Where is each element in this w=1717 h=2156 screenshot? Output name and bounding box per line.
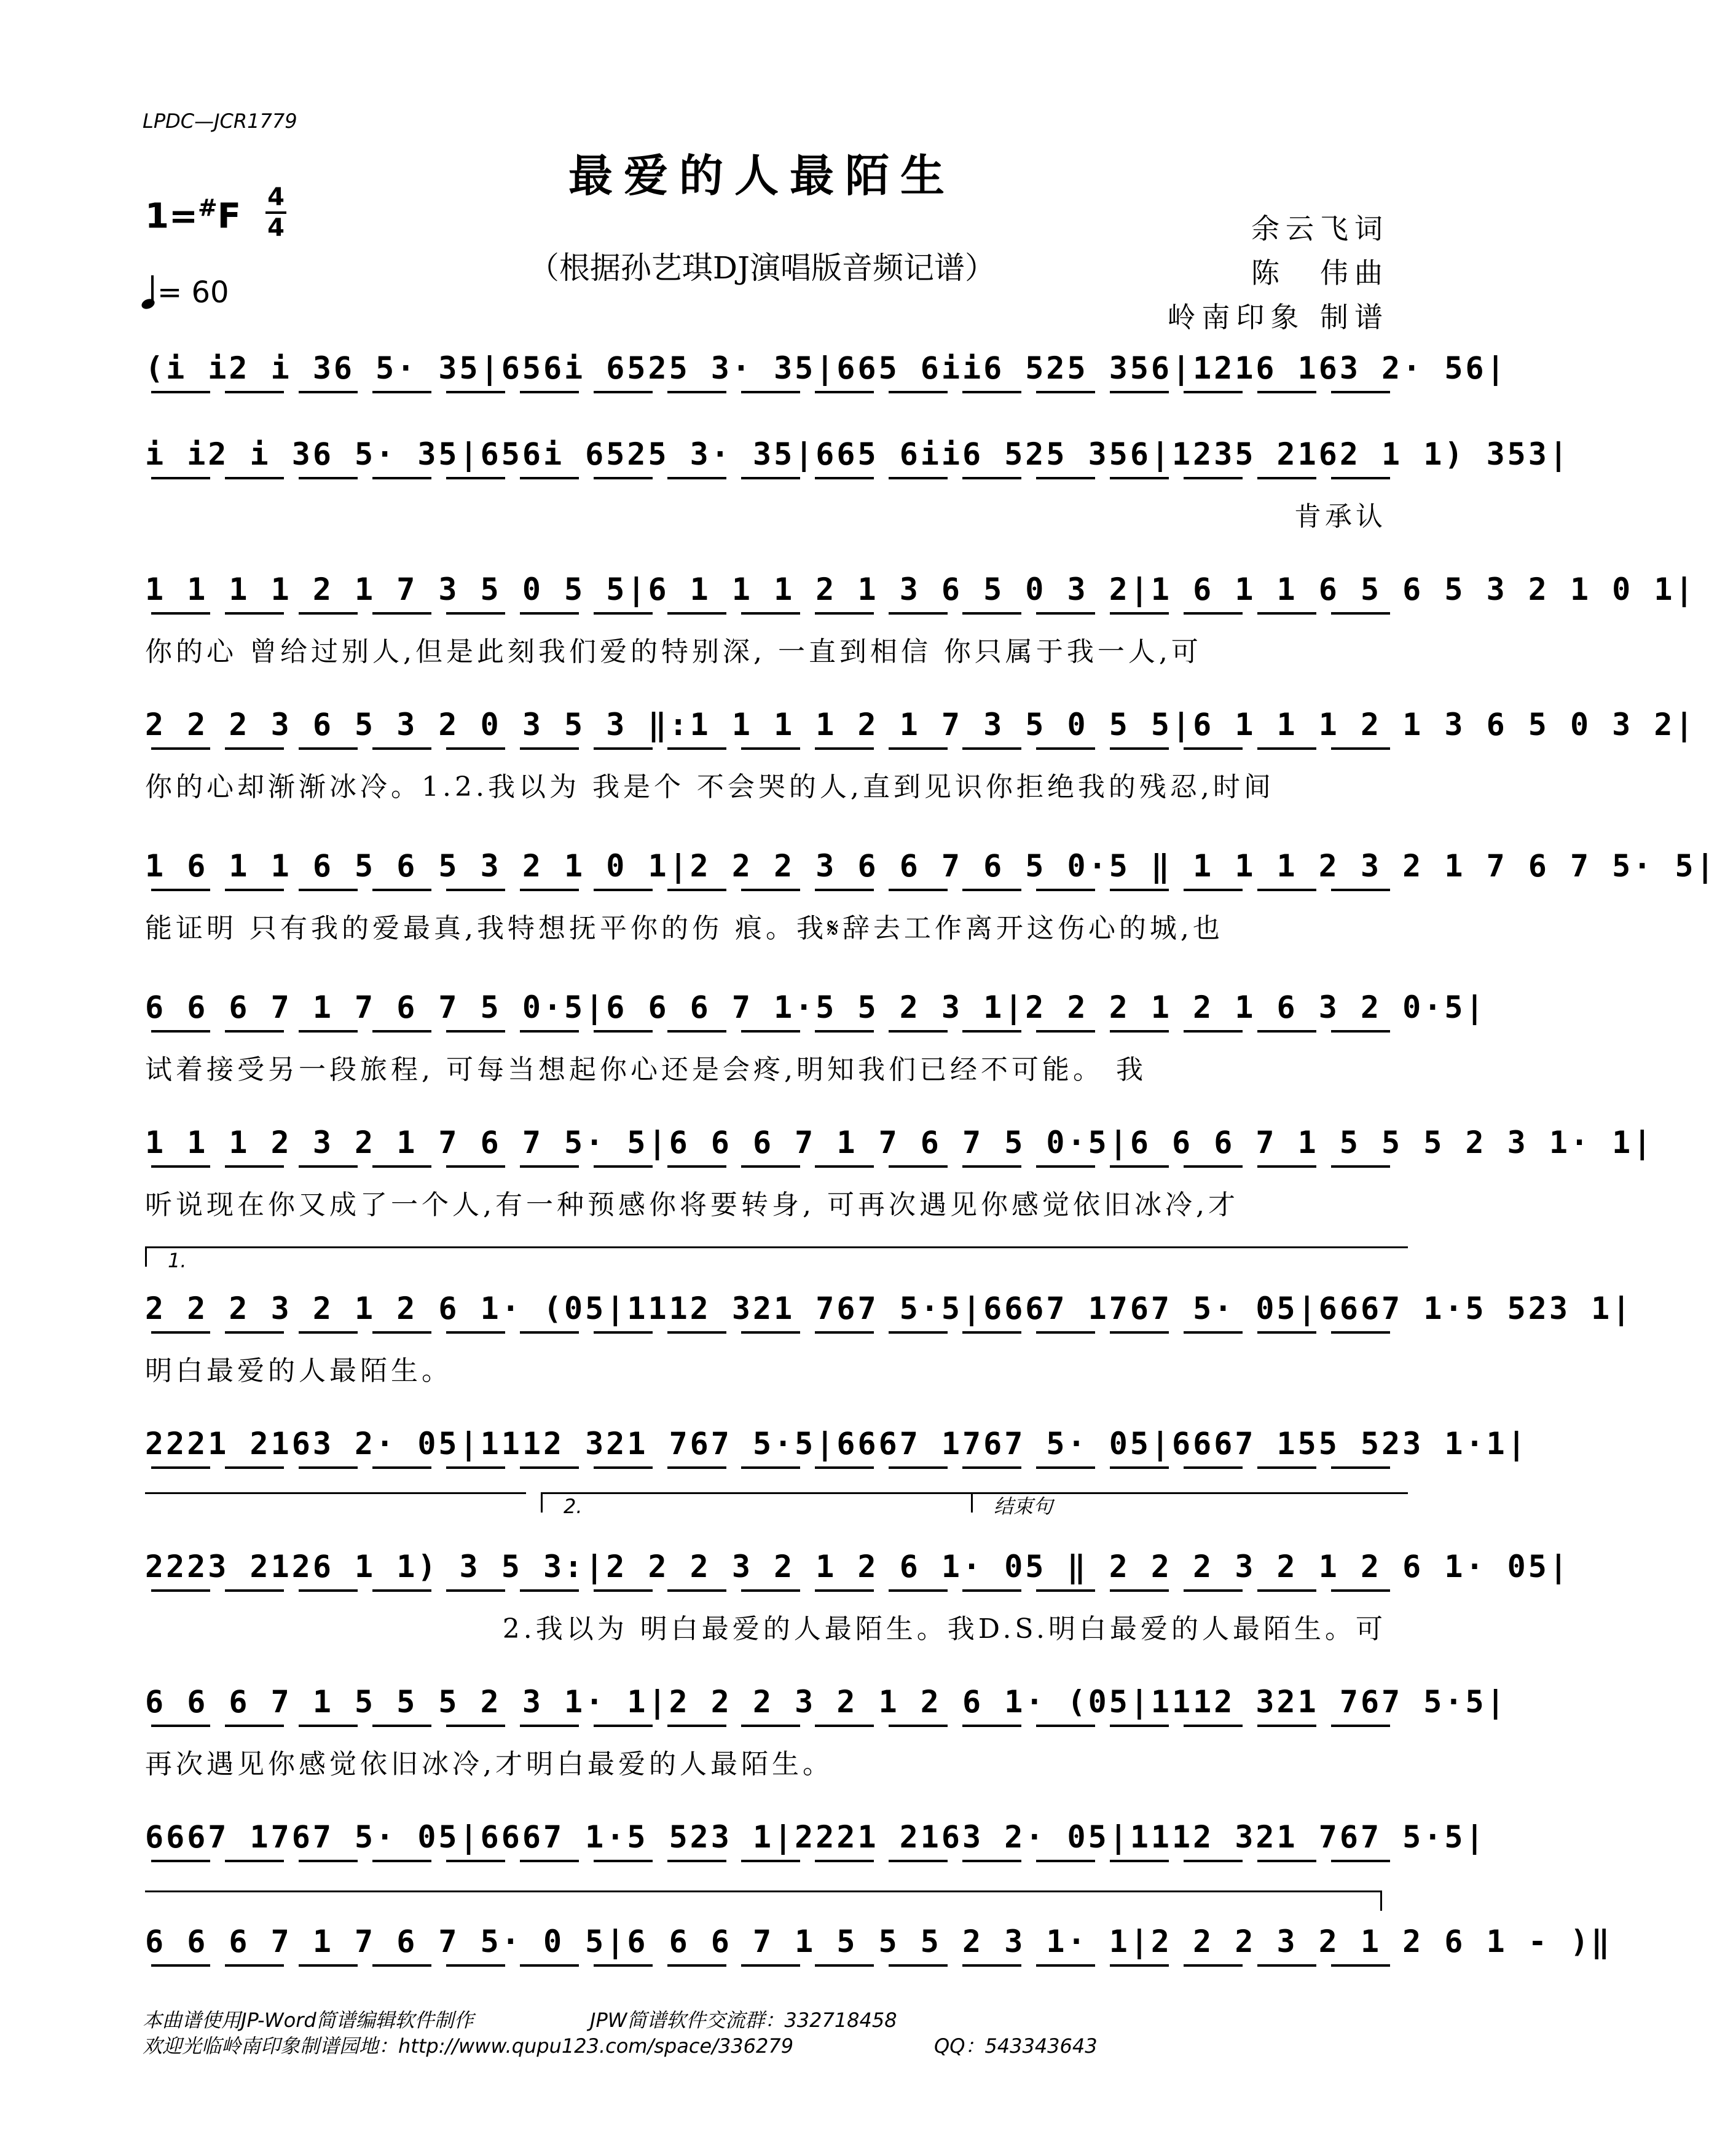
beam-line: [815, 391, 874, 393]
beam-line: [1257, 1964, 1316, 1967]
beam-line: [741, 1030, 800, 1033]
lyric-line: 明白最爱的人最陌生。: [145, 1355, 452, 1387]
beam-line: [1184, 477, 1243, 479]
footer-group: JPW简谱软件交流群：332718458: [590, 2008, 897, 2032]
beam-line: [225, 1964, 284, 1967]
notes-line: 2221 2163 2· 05|1112 321 767 5·5|6667 1767 5· 05|6667 155 523 1·1|: [145, 1426, 1528, 1462]
beam-line: [1036, 1725, 1095, 1727]
beam-line: [815, 1331, 874, 1334]
beam-line: [225, 889, 284, 891]
beam-line: [299, 391, 358, 393]
beam-line: [520, 612, 579, 615]
beam-line: [594, 1030, 653, 1033]
beam-line: [1184, 1860, 1243, 1862]
beam-line: [446, 747, 505, 750]
score-row: [145, 344, 1507, 436]
notes-line: 6 6 6 7 1 5 5 5 2 3 1· 1|2 2 2 3 2 1 2 6 1· (05|1112 321 767 5·5|: [145, 1684, 1507, 1720]
beam-line: [520, 1466, 579, 1469]
meter-top: 4: [267, 183, 285, 211]
beam-lines: [145, 1165, 1386, 1176]
beam-line: [594, 1331, 653, 1334]
beam-lines: [145, 1964, 1386, 1975]
beam-line: [1110, 1725, 1169, 1727]
beam-line: [520, 477, 579, 479]
beam-line: [225, 1725, 284, 1727]
beam-line: [1331, 612, 1390, 615]
beam-line: [667, 1466, 726, 1469]
beam-line: [741, 477, 800, 479]
beam-line: [815, 1589, 874, 1592]
beam-line: [1036, 1165, 1095, 1168]
beam-line: [299, 747, 358, 750]
beam-line: [1331, 1589, 1390, 1592]
beam-lines: [145, 612, 1386, 623]
beam-line: [741, 1165, 800, 1168]
beam-line: [594, 1964, 653, 1967]
beam-line: [1184, 1725, 1243, 1727]
beam-line: [446, 1964, 505, 1967]
beam-line: [446, 1589, 505, 1592]
beam-line: [815, 612, 874, 615]
beam-line: [225, 1589, 284, 1592]
beam-lines: [145, 1331, 1386, 1342]
beam-line: [741, 1589, 800, 1592]
beam-line: [1184, 747, 1243, 750]
beam-line: [889, 1165, 948, 1168]
beam-line: [520, 889, 579, 891]
beam-line: [962, 1964, 1021, 1967]
beam-line: [594, 391, 653, 393]
beam-line: [151, 612, 210, 615]
beam-line: [299, 612, 358, 615]
beam-line: [225, 612, 284, 615]
time-signature: [265, 184, 286, 241]
beam-line: [667, 391, 726, 393]
beam-line: [372, 889, 431, 891]
footer-software: 本曲谱使用JP-Word简谱编辑软件制作: [143, 2008, 474, 2032]
beam-line: [962, 1860, 1021, 1862]
beam-line: [889, 1030, 948, 1033]
beam-line: [667, 889, 726, 891]
beam-line: [889, 889, 948, 891]
beam-line: [299, 477, 358, 479]
beam-line: [446, 612, 505, 615]
beam-line: [741, 391, 800, 393]
beam-line: [889, 612, 948, 615]
beam-line: [741, 612, 800, 615]
beam-line: [372, 391, 431, 393]
beam-line: [225, 1860, 284, 1862]
score-row: [145, 565, 1696, 667]
beam-line: [889, 477, 948, 479]
beam-line: [741, 1860, 800, 1862]
beam-line: [962, 1165, 1021, 1168]
beam-line: [446, 1466, 505, 1469]
beam-line: [225, 1331, 284, 1334]
score-row: [145, 1285, 1633, 1387]
beam-line: [299, 1725, 358, 1727]
beam-line: [299, 1331, 358, 1334]
beam-line: [962, 747, 1021, 750]
beam-line: [962, 1589, 1021, 1592]
beam-line: [741, 747, 800, 750]
beam-lines: [145, 1466, 1386, 1477]
beam-line: [1257, 1030, 1316, 1033]
beam-line: [1184, 1589, 1243, 1592]
beam-line: [520, 1964, 579, 1967]
beam-line: [1110, 1964, 1169, 1967]
beam-line: [151, 1030, 210, 1033]
beam-line: [299, 1589, 358, 1592]
notes-line: 1 1 1 1 2 1 7 3 5 0 5 5|6 1 1 1 2 1 3 6 5 0 3 2|1 6 1 1 6 5 6 5 3 2 1 0 1|: [145, 572, 1696, 607]
beam-line: [889, 1860, 948, 1862]
lyric-line: 你的心却渐渐冰冷。1.2.我以为 我是个 不会哭的人,直到见识你拒绝我的残忍,时间: [145, 771, 1275, 803]
beam-line: [594, 1725, 653, 1727]
beam-line: [962, 1725, 1021, 1727]
beam-line: [372, 1589, 431, 1592]
beam-line: [520, 391, 579, 393]
beam-line: [520, 1589, 579, 1592]
beam-line: [151, 1725, 210, 1727]
beam-line: [667, 1165, 726, 1168]
beam-line: [1110, 1165, 1169, 1168]
beam-line: [815, 1030, 874, 1033]
beam-line: [372, 1466, 431, 1469]
beam-line: [1036, 477, 1095, 479]
beam-line: [962, 1331, 1021, 1334]
beam-line: [594, 889, 653, 891]
notes-line: 1 1 1 2 3 2 1 7 6 7 5· 5|6 6 6 7 1 7 6 7 5 0·5|6 6 6 7 1 5 5 5 2 3 1· 1|: [145, 1125, 1654, 1160]
lyricist-credit: 余云飞词: [1251, 212, 1389, 245]
tempo-mark: [145, 275, 229, 310]
beam-lines: [145, 1860, 1386, 1871]
beam-line: [889, 1589, 948, 1592]
beam-line: [667, 1964, 726, 1967]
beam-line: [520, 1030, 579, 1033]
beam-line: [1331, 747, 1390, 750]
notes-line: 2223 2126 1 1) 3 5 3:|2 2 2 3 2 1 2 6 1· 05 ‖ 2 2 2 3 2 1 2 6 1· 05|: [145, 1549, 1570, 1584]
beam-line: [594, 1860, 653, 1862]
footer-qq: QQ：543343643: [934, 2034, 1098, 2058]
score-row: [145, 430, 1570, 532]
lyric-line: 能证明 只有我的爱最真,我特想抚平你的伤 痕。我𝄋辞去工作离开这伤心的城,也: [145, 913, 1224, 944]
beam-line: [1036, 391, 1095, 393]
beam-line: [446, 391, 505, 393]
beam-line: [372, 747, 431, 750]
lyric-line: 试着接受另一段旅程, 可每当想起你心还是会疼,明知我们已经不可能。 我: [145, 1054, 1147, 1085]
key-signature: [145, 194, 241, 237]
beam-line: [1110, 1860, 1169, 1862]
beam-line: [299, 1860, 358, 1862]
beam-line: [225, 1165, 284, 1168]
beam-line: [962, 391, 1021, 393]
beam-line: [1184, 1165, 1243, 1168]
score-row: [145, 1543, 1570, 1645]
beam-line: [225, 391, 284, 393]
composer-credit: 陈 伟曲: [1251, 256, 1389, 289]
beam-line: [520, 1860, 579, 1862]
beam-line: [151, 1964, 210, 1967]
beam-line: [815, 1725, 874, 1727]
beam-line: [299, 1030, 358, 1033]
beam-line: [299, 889, 358, 891]
beam-lines: [145, 477, 1386, 488]
notes-line: 6 6 6 7 1 7 6 7 5 0·5|6 6 6 7 1·5 5 2 3 1|2 2 2 1 2 1 6 3 2 0·5|: [145, 989, 1487, 1025]
beam-line: [1257, 1860, 1316, 1862]
beam-line: [1331, 1725, 1390, 1727]
beam-line: [815, 1860, 874, 1862]
beam-line: [1184, 1331, 1243, 1334]
beam-line: [1331, 477, 1390, 479]
beam-line: [1036, 1466, 1095, 1469]
notes-line: i i2 i 36 5· 35|656i 6525 3· 35|665 6ii6 525 356|1235 2162 1 1) 353|: [145, 436, 1570, 472]
beam-lines: [145, 889, 1386, 900]
beam-line: [594, 747, 653, 750]
second-ending-bracket: 2.: [541, 1492, 981, 1513]
beam-line: [889, 1964, 948, 1967]
beam-line: [667, 477, 726, 479]
beam-line: [151, 1466, 210, 1469]
beam-line: [1110, 1331, 1169, 1334]
beam-line: [1331, 889, 1390, 891]
beam-lines: [145, 747, 1386, 758]
song-title: 最爱的人最陌生: [568, 149, 956, 202]
beam-line: [889, 391, 948, 393]
key-prefix: 1=: [145, 196, 198, 237]
score-row: [145, 1678, 1507, 1780]
beam-line: [225, 1030, 284, 1033]
beam-line: [667, 1030, 726, 1033]
beam-line: [299, 1964, 358, 1967]
beam-line: [815, 477, 874, 479]
beam-line: [889, 747, 948, 750]
score-row: [145, 842, 1717, 944]
beam-line: [1184, 391, 1243, 393]
beam-line: [889, 1725, 948, 1727]
beam-lines: [145, 1030, 1386, 1041]
beam-line: [1110, 612, 1169, 615]
beam-line: [594, 1466, 653, 1469]
beam-line: [1184, 1964, 1243, 1967]
beam-line: [962, 612, 1021, 615]
beam-line: [1036, 747, 1095, 750]
beam-line: [151, 1331, 210, 1334]
beam-line: [667, 1860, 726, 1862]
beam-line: [225, 1466, 284, 1469]
beam-line: [520, 1725, 579, 1727]
beam-lines: [145, 1589, 1386, 1600]
beam-line: [1110, 1589, 1169, 1592]
key-sharp: #: [197, 194, 218, 221]
beam-line: [372, 1030, 431, 1033]
beam-line: [151, 889, 210, 891]
beam-line: [815, 1165, 874, 1168]
beam-line: [520, 1165, 579, 1168]
beam-line: [446, 477, 505, 479]
beam-line: [151, 477, 210, 479]
beam-line: [1110, 1030, 1169, 1033]
beam-line: [962, 477, 1021, 479]
beam-line: [594, 1589, 653, 1592]
beam-line: [520, 747, 579, 750]
meter-bottom: 4: [267, 214, 285, 242]
beam-line: [741, 889, 800, 891]
beam-line: [446, 1725, 505, 1727]
beam-line: [1184, 1030, 1243, 1033]
beam-line: [815, 747, 874, 750]
beam-line: [889, 1331, 948, 1334]
beam-line: [667, 612, 726, 615]
lyric-line-right: 2.我以为 明白最爱的人最陌生。我D.S.明白最爱的人最陌生。可: [502, 1613, 1386, 1645]
beam-line: [446, 1860, 505, 1862]
beam-line: [151, 1165, 210, 1168]
notes-line: 2 2 2 3 2 1 2 6 1· (05|1112 321 767 5·5|6667 1767 5· 05|6667 1·5 523 1|: [145, 1291, 1633, 1326]
beam-line: [1331, 1964, 1390, 1967]
footer-website: 欢迎光临岭南印象制谱园地：http://www.qupu123.com/space/336279: [143, 2034, 794, 2058]
beam-line: [741, 1964, 800, 1967]
beam-line: [372, 612, 431, 615]
notes-line: 2 2 2 3 6 5 3 2 0 3 5 3 ‖:1 1 1 1 2 1 7 3 5 0 5 5|6 1 1 1 2 1 3 6 5 0 3 2|: [145, 707, 1696, 742]
arranger-credit: 岭南印象 制谱: [1167, 301, 1389, 334]
beam-line: [962, 889, 1021, 891]
beam-line: [1036, 1589, 1095, 1592]
beam-line: [1257, 1589, 1316, 1592]
beam-line: [372, 1331, 431, 1334]
song-subtitle: （根据孙艺琪DJ演唱版音频记谱）: [528, 250, 996, 286]
beam-line: [1110, 747, 1169, 750]
beam-line: [1036, 889, 1095, 891]
beam-line: [446, 1165, 505, 1168]
beam-line: [1110, 1466, 1169, 1469]
key-note: F: [217, 196, 241, 237]
beam-line: [1184, 612, 1243, 615]
beam-line: [151, 747, 210, 750]
coda-bracket: 结束句: [971, 1492, 1408, 1513]
beam-line: [225, 477, 284, 479]
beam-line: [815, 1466, 874, 1469]
beam-line: [151, 1589, 210, 1592]
beam-line: [815, 889, 874, 891]
beam-line: [594, 477, 653, 479]
beam-line: [372, 1860, 431, 1862]
beam-line: [372, 477, 431, 479]
beam-line: [1036, 612, 1095, 615]
beam-line: [962, 1466, 1021, 1469]
first-ending-bracket: 1.: [145, 1246, 1408, 1267]
beam-line: [962, 1030, 1021, 1033]
beam-line: [1257, 747, 1316, 750]
beam-line: [1036, 1030, 1095, 1033]
beam-line: [1036, 1331, 1095, 1334]
quarter-note-icon: [145, 275, 154, 310]
lyric-line-right: 肯承认: [1294, 501, 1386, 532]
beam-line: [1331, 1860, 1390, 1862]
beam-line: [1184, 1466, 1243, 1469]
notes-line: 1 6 1 1 6 5 6 5 3 2 1 0 1|2 2 2 3 6 6 7 6 5 0·5 ‖ 1 1 1 2 3 2 1 7 6 7 5· 5|: [145, 848, 1717, 884]
beam-line: [1331, 391, 1390, 393]
beam-line: [1110, 391, 1169, 393]
beam-line: [299, 1466, 358, 1469]
beam-line: [1257, 612, 1316, 615]
beam-line: [372, 1964, 431, 1967]
beam-line: [1110, 889, 1169, 891]
beam-line: [1257, 1725, 1316, 1727]
beam-line: [520, 1331, 579, 1334]
beam-line: [1257, 889, 1316, 891]
beam-line: [741, 1725, 800, 1727]
beam-line: [1036, 1860, 1095, 1862]
lyric-line: 你的心 曾给过别人,但是此刻我们爱的特别深, 一直到相信 你只属于我一人,可: [145, 636, 1202, 667]
beam-line: [667, 1589, 726, 1592]
beam-line: [741, 1466, 800, 1469]
closing-bracket: [145, 1890, 1382, 1911]
beam-line: [741, 1331, 800, 1334]
score-row: [145, 983, 1487, 1085]
beam-line: [815, 1964, 874, 1967]
score-code: LPDC—JCR1779: [143, 109, 297, 133]
beam-line: [446, 1030, 505, 1033]
notes-line: 6667 1767 5· 05|6667 1·5 523 1|2221 2163 2· 05|1112 321 767 5·5|: [145, 1819, 1487, 1855]
beam-line: [446, 889, 505, 891]
score-row: [145, 701, 1696, 803]
lyric-line: 再次遇见你感觉依旧冰冷,才明白最爱的人最陌生。: [145, 1749, 833, 1780]
beam-line: [1257, 1331, 1316, 1334]
beam-line: [1257, 1466, 1316, 1469]
beam-line: [299, 1165, 358, 1168]
score-row: [145, 1918, 1613, 2010]
beam-line: [1036, 1964, 1095, 1967]
beam-line: [1257, 1165, 1316, 1168]
beam-lines: [145, 391, 1386, 402]
beam-line: [372, 1725, 431, 1727]
beam-line: [372, 1165, 431, 1168]
beam-line: [594, 1165, 653, 1168]
beam-line: [1184, 889, 1243, 891]
beam-line: [151, 1860, 210, 1862]
lyric-line: 听说现在你又成了一个人,有一种预感你将要转身, 可再次遇见你感觉依旧冰冷,才: [145, 1189, 1239, 1221]
tempo-value: = 60: [157, 275, 229, 310]
beam-line: [889, 1466, 948, 1469]
beam-line: [667, 1725, 726, 1727]
beam-line: [667, 747, 726, 750]
beam-line: [1257, 391, 1316, 393]
notes-line: (i i2 i 36 5· 35|656i 6525 3· 35|665 6ii6 525 356|1216 163 2· 56|: [145, 350, 1507, 386]
beam-line: [1331, 1165, 1390, 1168]
beam-lines: [145, 1725, 1386, 1736]
beam-line: [446, 1331, 505, 1334]
beam-line: [1331, 1466, 1390, 1469]
notes-line: 6 6 6 7 1 7 6 7 5· 0 5|6 6 6 7 1 5 5 5 2 3 1· 1|2 2 2 3 2 1 2 6 1 - )‖: [145, 1924, 1613, 1959]
beam-line: [1257, 477, 1316, 479]
score-row: [145, 1119, 1654, 1221]
beam-line: [1110, 477, 1169, 479]
beam-line: [1331, 1331, 1390, 1334]
beam-line: [1331, 1030, 1390, 1033]
beam-line: [151, 391, 210, 393]
first-ending-bracket-end: [145, 1492, 526, 1513]
beam-line: [667, 1331, 726, 1334]
beam-line: [594, 612, 653, 615]
beam-line: [225, 747, 284, 750]
